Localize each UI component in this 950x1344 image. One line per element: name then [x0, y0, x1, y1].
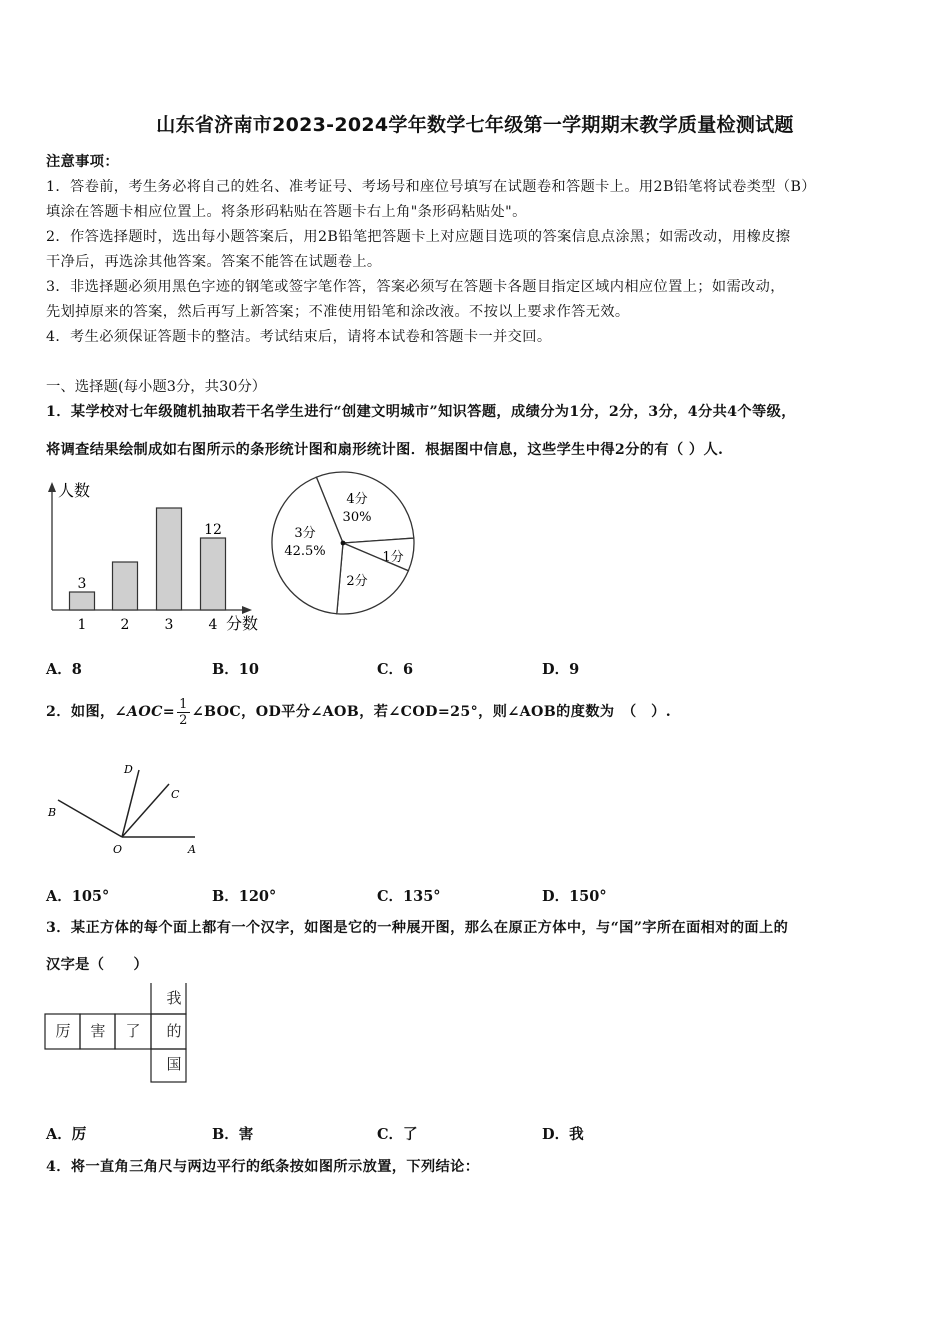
label-o: O [113, 843, 123, 856]
notice-line: 3．非选择题必须用黑色字迹的钢笔或签字笔作答，答案必须写在答题卡各题目指定区域内相应位置上；如需改动， [46, 279, 785, 295]
angle-figure [40, 760, 210, 860]
notice-line: 填涂在答题卡相应位置上。将条形码粘贴在答题卡右上角"条形码粘贴处"。 [46, 204, 527, 220]
label-a: A [188, 843, 196, 856]
notice-line: 1．答卷前，考生务必将自己的姓名、准考证号、考场号和座位号填写在试题卷和答题卡上。用2B铅笔将试卷类型（B） [46, 179, 816, 195]
ray-ob [58, 800, 122, 837]
pie-value-label: 42.5% [284, 544, 326, 559]
label-c: C [171, 788, 180, 801]
fraction-denominator: 2 [179, 712, 188, 728]
q2-option-c[interactable]: C．135° [377, 888, 441, 905]
x-tick-label: 3 [164, 617, 174, 633]
q1-text-line2: 将调查结果绘制成如右图所示的条形统计图和扇形统计图．根据图中信息，这些学生中得2分的有（ ）人. [46, 442, 724, 458]
pie-chart [268, 470, 418, 620]
y-axis-arrow [48, 482, 56, 492]
fraction [177, 697, 190, 728]
q1-option-b[interactable]: B．10 [212, 661, 259, 678]
page-title: 山东省济南市2023-2024学年数学七年级第一学期期末教学质量检测试题 [156, 114, 794, 136]
bar-chart [40, 476, 270, 636]
q1-option-a[interactable]: A．8 [46, 661, 82, 678]
net-char: 的 [166, 1022, 182, 1040]
x-tick-label: 4 [208, 617, 218, 633]
q2-aoc: ∠AOC= [114, 704, 176, 720]
q3-text-line1: 3．某正方体的每个面上都有一个汉字，如图是它的一种展开图，那么在原正方体中，与“国”字所在面相对的面上的 [46, 920, 789, 936]
notice-line: 干净后，再选涂其他答案。答案不能答在试题卷上。 [46, 254, 382, 270]
fraction-numerator: 1 [179, 696, 188, 712]
q3-option-d[interactable]: D．我 [542, 1126, 584, 1143]
q1-text-line1: 1．某学校对七年级随机抽取若干名学生进行“创建文明城市”知识答题，成绩分为1分，2分，3分，4分共4个等级， [46, 404, 796, 420]
label-b: B [48, 806, 57, 819]
cube-net [44, 983, 190, 1085]
bar-1 [70, 592, 95, 610]
net-char: 害 [90, 1022, 106, 1040]
q2-option-d[interactable]: D．150° [542, 888, 607, 905]
q3-option-a[interactable]: A．厉 [46, 1126, 87, 1143]
bar-4 [201, 538, 226, 610]
net-char: 了 [125, 1022, 141, 1040]
pie-label: 1分 [382, 550, 404, 565]
q2-option-a[interactable]: A．105° [46, 888, 110, 905]
pie-label: 2分 [346, 574, 368, 589]
q3-option-b[interactable]: B．害 [212, 1126, 254, 1143]
bar-value-label: 12 [204, 522, 222, 538]
bar-3 [157, 508, 182, 610]
net-char-bottom: 国 [166, 1055, 182, 1073]
pie-label: 4分 [346, 492, 368, 507]
net-char: 厉 [55, 1022, 71, 1040]
pie-label: 3分 [294, 526, 316, 541]
notice-heading: 注意事项： [46, 154, 119, 170]
q2-option-b[interactable]: B．120° [212, 888, 277, 905]
bar-value-label: 3 [77, 576, 87, 592]
y-axis-label: 人数 [58, 481, 91, 500]
q2-text [46, 696, 671, 728]
x-tick-label: 2 [120, 617, 130, 633]
label-d: D [124, 763, 133, 776]
q3-option-c[interactable]: C．了 [377, 1126, 418, 1143]
q1-option-c[interactable]: C．6 [377, 661, 414, 678]
notice-line: 4．考生必须保证答题卡的整洁。考试结束后，请将本试卷和答题卡一并交回。 [46, 329, 552, 345]
bar-2 [113, 562, 138, 610]
pie-value-label: 30% [342, 510, 372, 525]
notice-line: 先划掉原来的答案，然后再写上新答案；不准使用铅笔和涂改液。不按以上要求作答无效。 [46, 304, 630, 320]
section-heading: 一、选择题(每小题3分，共30分） [46, 379, 267, 395]
x-axis-arrow [242, 606, 252, 614]
x-tick-label: 1 [77, 617, 87, 633]
q1-option-d[interactable]: D．9 [542, 661, 580, 678]
q2-prefix: 2．如图， [46, 704, 115, 720]
net-char-top: 我 [166, 989, 182, 1007]
x-axis-label: 分数 [226, 614, 259, 633]
q4-text: 4．将一直角三角尺与两边平行的纸条按如图所示放置，下列结论： [46, 1159, 480, 1175]
q3-text-line2: 汉字是（ ） [46, 957, 149, 973]
notice-line: 2．作答选择题时，选出每小题答案后，用2B铅笔把答题卡上对应题目选项的答案信息点涂黑；如需改动，用橡皮擦 [46, 229, 791, 245]
pie-center-dot [341, 541, 346, 546]
q2-rest: ∠BOC，OD平分∠AOB，若∠COD=25°，则∠AOB的度数为 （ ）. [191, 704, 672, 720]
